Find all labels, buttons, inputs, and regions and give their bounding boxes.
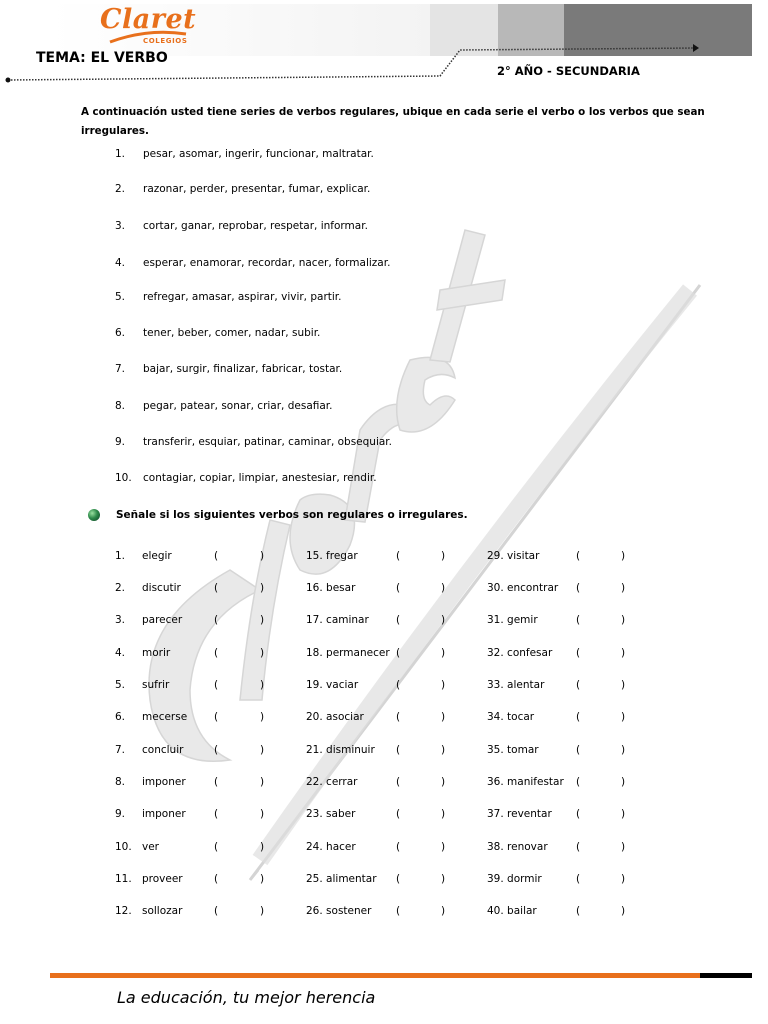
answer-paren-close: ): [441, 647, 446, 659]
verb-entry: [487, 614, 538, 626]
verb-number: 38.: [487, 841, 504, 853]
answer-paren-open: (: [576, 679, 581, 691]
series-item: [115, 148, 374, 160]
verb-text: manifestar: [507, 776, 564, 788]
answer-paren-open: (: [214, 647, 219, 659]
series-number: 6.: [115, 327, 126, 339]
verb-entry: [306, 647, 390, 659]
answer-paren-open: (: [214, 550, 219, 562]
verb-number: 2.: [115, 582, 126, 594]
verb-text: visitar: [507, 550, 540, 562]
verb-text: encontrar: [507, 582, 559, 594]
verb-text: morir: [142, 647, 171, 659]
answer-paren-open: (: [576, 711, 581, 723]
verb-entry: [306, 808, 355, 820]
grade-label: 2° AÑO - SECUNDARIA: [497, 64, 640, 78]
verb-number: 8.: [115, 776, 126, 788]
page-title: TEMA: EL VERBO: [36, 50, 168, 66]
series-text: transferir, esquiar, patinar, caminar, obsequiar.: [143, 436, 393, 448]
footer-line-end: [700, 973, 752, 978]
verb-number: 35.: [487, 744, 504, 756]
verb-entry: [306, 841, 356, 853]
footer-line: [50, 973, 700, 978]
answer-paren-close: ): [441, 905, 446, 917]
verb-text: tocar: [507, 711, 535, 723]
series-text: tener, beber, comer, nadar, subir.: [143, 327, 321, 339]
answer-paren-close: ): [621, 841, 626, 853]
verb-entry: [306, 711, 364, 723]
globe-bullet-icon: [88, 509, 100, 521]
verb-number: 36.: [487, 776, 504, 788]
answer-paren-close: ): [260, 647, 265, 659]
answer-paren-open: (: [576, 647, 581, 659]
answer-paren-open: (: [576, 582, 581, 594]
answer-paren-open: (: [396, 647, 401, 659]
verb-number: 1.: [115, 550, 126, 562]
verb-number: 5.: [115, 679, 126, 691]
answer-paren-open: (: [576, 550, 581, 562]
answer-paren-open: (: [214, 614, 219, 626]
series-number: 10.: [115, 472, 132, 484]
verb-text: fregar: [326, 550, 358, 562]
series-item: [115, 436, 392, 448]
verb-text: elegir: [142, 550, 172, 562]
series-item: [115, 220, 368, 232]
verb-text: sollozar: [142, 905, 183, 917]
verb-entry: [306, 905, 371, 917]
series-text: pegar, patear, sonar, criar, desafiar.: [143, 400, 333, 412]
series-item: [115, 472, 377, 484]
verb-number: 39.: [487, 873, 504, 885]
verb-number: 25.: [306, 873, 323, 885]
series-text: bajar, surgir, finalizar, fabricar, tostar.: [143, 363, 343, 375]
verb-number: 24.: [306, 841, 323, 853]
answer-paren-close: ): [441, 873, 446, 885]
answer-paren-open: (: [396, 808, 401, 820]
verb-number: 40.: [487, 905, 504, 917]
verb-entry: [487, 711, 534, 723]
answer-paren-close: ): [260, 873, 265, 885]
answer-paren-close: ): [621, 550, 626, 562]
answer-paren-close: ): [621, 873, 626, 885]
series-text: refregar, amasar, aspirar, vivir, partir.: [143, 291, 342, 303]
section1-instruction: A continuación usted tiene series de verbos regulares, ubique en cada serie el verbo o los verbos que sean irregulares.: [81, 106, 705, 137]
verb-number: 18.: [306, 647, 323, 659]
answer-paren-close: ): [260, 614, 265, 626]
verb-text: ver: [142, 841, 159, 853]
answer-paren-close: ): [260, 776, 265, 788]
verb-number: 17.: [306, 614, 323, 626]
section2-instruction: Señale si los siguientes verbos son regulares o irregulares.: [116, 509, 468, 521]
verb-text: discutir: [142, 582, 181, 594]
answer-paren-close: ): [621, 711, 626, 723]
verb-text: alentar: [507, 679, 545, 691]
answer-paren-open: (: [214, 776, 219, 788]
series-text: razonar, perder, presentar, fumar, explicar.: [143, 183, 371, 195]
verb-text: dormir: [507, 873, 542, 885]
series-item: [115, 291, 342, 303]
verb-entry: [306, 776, 357, 788]
answer-paren-open: (: [396, 841, 401, 853]
verb-text: sufrir: [142, 679, 170, 691]
verb-entry: [487, 647, 552, 659]
series-text: cortar, ganar, reprobar, respetar, informar.: [143, 220, 368, 232]
series-item: [115, 327, 320, 339]
answer-paren-close: ): [441, 711, 446, 723]
verb-text: caminar: [326, 614, 369, 626]
verb-number: 19.: [306, 679, 323, 691]
logo: Claret: [100, 4, 197, 35]
answer-paren-open: (: [396, 711, 401, 723]
series-text: pesar, asomar, ingerir, funcionar, maltratar.: [143, 148, 374, 160]
series-item: [115, 257, 390, 269]
verb-number: 31.: [487, 614, 504, 626]
answer-paren-close: ): [260, 679, 265, 691]
answer-paren-close: ): [621, 776, 626, 788]
answer-paren-open: (: [396, 614, 401, 626]
verb-number: 10.: [115, 841, 132, 853]
answer-paren-open: (: [214, 711, 219, 723]
verb-number: 37.: [487, 808, 504, 820]
answer-paren-close: ): [260, 808, 265, 820]
answer-paren-close: ): [260, 841, 265, 853]
verb-entry: [306, 873, 377, 885]
verb-text: confesar: [507, 647, 553, 659]
answer-paren-open: (: [576, 905, 581, 917]
answer-paren-close: ): [441, 744, 446, 756]
answer-paren-close: ): [621, 582, 626, 594]
answer-paren-close: ): [621, 647, 626, 659]
verb-number: 4.: [115, 647, 126, 659]
series-item: [115, 363, 342, 375]
answer-paren-close: ): [621, 614, 626, 626]
verb-number: 16.: [306, 582, 323, 594]
verb-text: parecer: [142, 614, 183, 626]
answer-paren-close: ): [441, 776, 446, 788]
verb-entry: [487, 905, 537, 917]
answer-paren-open: (: [396, 905, 401, 917]
answer-paren-close: ): [260, 550, 265, 562]
verb-number: 6.: [115, 711, 126, 723]
series-item: [115, 183, 370, 195]
answer-paren-close: ): [441, 679, 446, 691]
answer-paren-open: (: [214, 873, 219, 885]
verb-entry: [487, 550, 539, 562]
verb-text: permanecer: [326, 647, 390, 659]
series-number: 2.: [115, 183, 126, 195]
verb-number: 9.: [115, 808, 126, 820]
verb-number: 12.: [115, 905, 132, 917]
verb-entry: [487, 776, 564, 788]
answer-paren-close: ): [441, 841, 446, 853]
verb-text: bailar: [507, 905, 537, 917]
verb-number: 26.: [306, 905, 323, 917]
answer-paren-close: ): [441, 614, 446, 626]
answer-paren-open: (: [396, 744, 401, 756]
verb-entry: [306, 614, 369, 626]
verb-entry: [487, 841, 548, 853]
answer-paren-close: ): [441, 808, 446, 820]
answer-paren-close: ): [441, 550, 446, 562]
verb-number: 15.: [306, 550, 323, 562]
verb-text: concluir: [142, 744, 184, 756]
verb-text: tomar: [507, 744, 539, 756]
verb-entry: [306, 582, 355, 594]
answer-paren-open: (: [396, 873, 401, 885]
verb-number: 3.: [115, 614, 126, 626]
verb-text: asociar: [326, 711, 364, 723]
verb-number: 30.: [487, 582, 504, 594]
verb-entry: [306, 744, 375, 756]
verb-text: mecerse: [142, 711, 188, 723]
verb-text: alimentar: [326, 873, 377, 885]
answer-paren-open: (: [214, 905, 219, 917]
verb-number: 32.: [487, 647, 504, 659]
series-text: esperar, enamorar, recordar, nacer, formalizar.: [143, 257, 391, 269]
answer-paren-open: (: [576, 614, 581, 626]
verb-text: imponer: [142, 776, 186, 788]
answer-paren-close: ): [621, 679, 626, 691]
footer-motto: La educación, tu mejor herencia: [117, 988, 376, 1007]
verb-entry: [487, 744, 539, 756]
answer-paren-open: (: [396, 776, 401, 788]
verb-number: 33.: [487, 679, 504, 691]
verb-number: 11.: [115, 873, 132, 885]
verb-text: vaciar: [326, 679, 359, 691]
verb-text: hacer: [326, 841, 356, 853]
verb-text: disminuir: [326, 744, 375, 756]
verb-entry: [306, 679, 358, 691]
answer-paren-open: (: [214, 808, 219, 820]
answer-paren-close: ): [260, 905, 265, 917]
verb-number: 7.: [115, 744, 126, 756]
answer-paren-open: (: [396, 550, 401, 562]
series-number: 1.: [115, 148, 126, 160]
answer-paren-close: ): [260, 711, 265, 723]
answer-paren-open: (: [214, 841, 219, 853]
series-number: 5.: [115, 291, 126, 303]
series-number: 7.: [115, 363, 126, 375]
answer-paren-open: (: [576, 776, 581, 788]
answer-paren-close: ): [441, 582, 446, 594]
verb-entry: [306, 550, 358, 562]
verb-text: besar: [326, 582, 356, 594]
answer-paren-open: (: [396, 582, 401, 594]
series-number: 3.: [115, 220, 126, 232]
series-number: 4.: [115, 257, 126, 269]
answer-paren-close: ): [260, 582, 265, 594]
answer-paren-open: (: [576, 841, 581, 853]
answer-paren-open: (: [214, 744, 219, 756]
verb-number: 21.: [306, 744, 323, 756]
verb-text: sostener: [326, 905, 372, 917]
verb-number: 22.: [306, 776, 323, 788]
verb-text: cerrar: [326, 776, 358, 788]
verb-entry: [487, 582, 558, 594]
answer-paren-open: (: [396, 679, 401, 691]
series-number: 9.: [115, 436, 126, 448]
verb-entry: [487, 873, 542, 885]
series-item: [115, 400, 333, 412]
answer-paren-open: (: [576, 873, 581, 885]
verb-number: 23.: [306, 808, 323, 820]
logo-subtitle: COLEGIOS: [143, 37, 188, 45]
verb-text: proveer: [142, 873, 183, 885]
verb-text: gemir: [507, 614, 538, 626]
verb-number: 34.: [487, 711, 504, 723]
series-number: 8.: [115, 400, 126, 412]
verb-text: saber: [326, 808, 356, 820]
verb-entry: [487, 808, 552, 820]
verb-number: 20.: [306, 711, 323, 723]
answer-paren-close: ): [621, 744, 626, 756]
verb-text: reventar: [507, 808, 552, 820]
verb-entry: [487, 679, 544, 691]
answer-paren-close: ): [260, 744, 265, 756]
verb-text: renovar: [507, 841, 548, 853]
series-text: contagiar, copiar, limpiar, anestesiar, rendir.: [143, 472, 377, 484]
answer-paren-open: (: [576, 808, 581, 820]
answer-paren-close: ): [621, 905, 626, 917]
answer-paren-open: (: [576, 744, 581, 756]
answer-paren-close: ): [621, 808, 626, 820]
answer-paren-open: (: [214, 582, 219, 594]
answer-paren-open: (: [214, 679, 219, 691]
verb-number: 29.: [487, 550, 504, 562]
verb-text: imponer: [142, 808, 186, 820]
